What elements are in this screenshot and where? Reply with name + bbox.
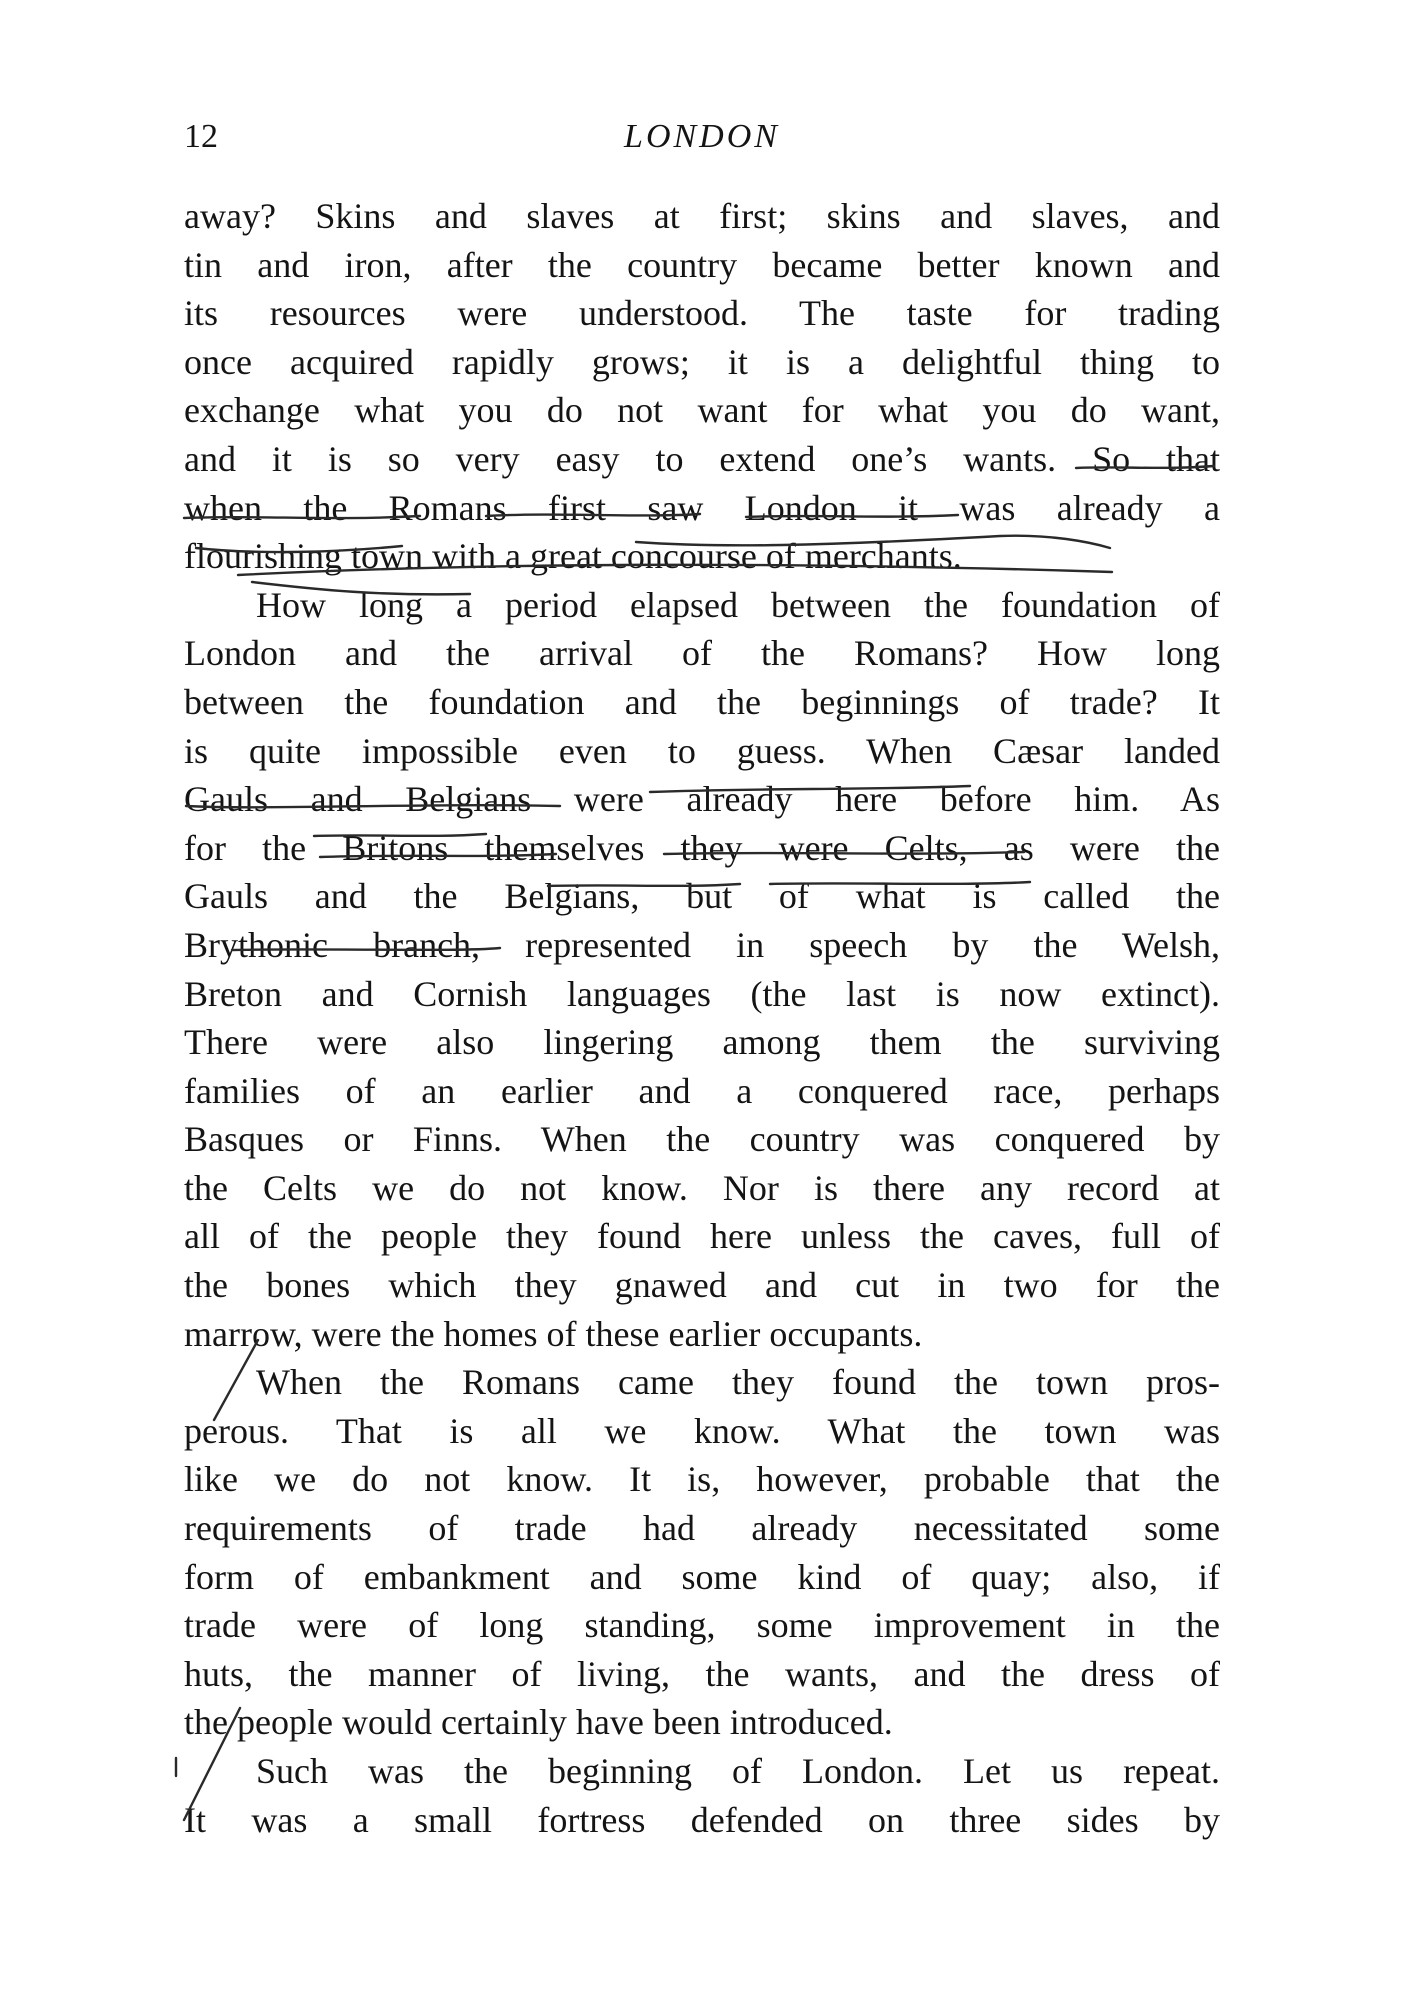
text-line: for the Britons themselves they were Celts, as were the [184, 827, 1220, 868]
text-line: It was a small fortress defended on three sides by [184, 1799, 1220, 1840]
text-line: its resources were understood. The taste for trading [184, 293, 1220, 334]
text-line: the Celts we do not know. Nor is there any record at [184, 1167, 1220, 1208]
text-line: once acquired rapidly grows; it is a delightful thing to [184, 341, 1220, 382]
text-line: Such was the beginning of London. Let us repeat. [256, 1751, 1220, 1791]
text-line: between the foundation and the beginnings of trade? It [184, 681, 1220, 722]
text-line: huts, the manner of living, the wants, and the dress of [184, 1653, 1220, 1694]
text-line: the people would certainly have been introduced. [184, 1702, 893, 1743]
text-line: Gauls and Belgians were already here before him. As [184, 779, 1220, 820]
text-line: flourishing town with a great concourse of merchants. [184, 536, 962, 577]
text-line: How long a period elapsed between the foundation of [256, 584, 1220, 625]
text-line: all of the people they found here unless the caves, full of [184, 1216, 1220, 1257]
text-line: Basques or Finns. When the country was conquered by [184, 1119, 1220, 1160]
text-line: families of an earlier and a conquered race, perhaps [184, 1070, 1220, 1111]
text-line: When the Romans came they found the town pros- [256, 1362, 1220, 1403]
text-line: London and the arrival of the Romans? How long [184, 633, 1220, 674]
text-line: marrow, were the homes of these earlier occupants. [184, 1313, 923, 1354]
text-line: requirements of trade had already necessitated some [184, 1508, 1220, 1549]
text-line: exchange what you do not want for what you do want, [184, 390, 1220, 431]
text-line: is quite impossible even to guess. When Cæsar landed [184, 730, 1220, 771]
text-line: Gauls and the Belgians, but of what is called the [184, 876, 1220, 917]
text-line: when the Romans first saw London it was already a [184, 487, 1220, 528]
text-line: perous. That is all we know. What the town was [184, 1410, 1220, 1451]
text-line: Brythonic branch, represented in speech by the Welsh, [184, 924, 1220, 965]
text-line: There were also lingering among them the surviving [184, 1022, 1220, 1063]
page-number: 12 [184, 118, 218, 155]
text-line: form of embankment and some kind of quay; also, if [184, 1556, 1220, 1597]
text-line: trade were of long standing, some improvement in the [184, 1605, 1220, 1646]
body-text [184, 192, 1220, 1844]
text-line: and it is so very easy to extend one’s wants. So that [184, 438, 1220, 479]
text-line: Breton and Cornish languages (the last is now extinct). [184, 973, 1220, 1014]
text-line: away? Skins and slaves at first; skins and slaves, and [184, 196, 1220, 236]
text-line: tin and iron, after the country became better known and [184, 244, 1220, 285]
text-line: like we do not know. It is, however, probable that the [184, 1459, 1220, 1500]
text-line: the bones which they gnawed and cut in two for the [184, 1265, 1220, 1306]
running-head [184, 118, 1220, 168]
running-title: LONDON [624, 118, 780, 155]
